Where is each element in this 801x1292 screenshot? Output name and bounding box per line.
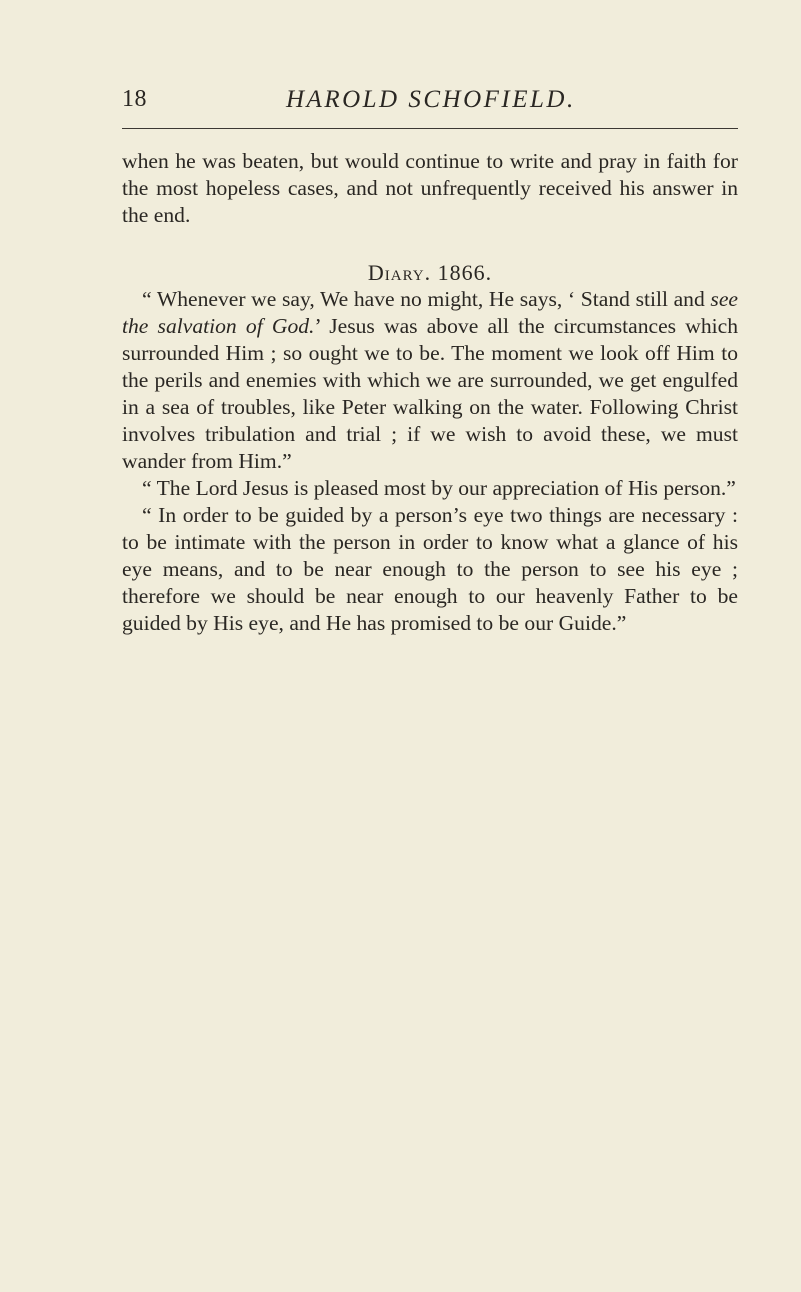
section-heading bbox=[122, 260, 738, 286]
running-title: HAROLD SCHOFIELD. bbox=[286, 86, 576, 113]
diary-quotes bbox=[122, 286, 738, 637]
quote-1-part-2: ’ Jesus was above all the circumstances which surrounded Him ; so ought we to be. The moment we look off Him to the perils and enemies with which we are surrounded, we get engulfed in a sea of troubles, like Peter walking on the water. Following Christ involves tribulation and trial ; if we wish to avoid these, we must wander from Him.” bbox=[122, 314, 738, 473]
running-head bbox=[122, 78, 738, 118]
quote-paragraph-1 bbox=[122, 286, 738, 475]
header-rule bbox=[122, 128, 738, 129]
quote-paragraph-3: “ In order to be guided by a person’s eye two things are necessary : to be intimate with the person in order to know what a glance of his eye means, and to be near enough to the person to see his eye ; therefore we should be near enough to our heavenly Father to be guided by His eye, and He has promised to be our Guide.” bbox=[122, 503, 738, 635]
quote-paragraph-2: “ The Lord Jesus is pleased most by our appreciation of His person.” bbox=[142, 476, 736, 500]
intro-paragraph: when he was beaten, but would continue to write and pray in faith for the most hopeless cases, and not unfrequently received his answer in the end. bbox=[122, 149, 738, 227]
quote-1-italic: see the salvation of God. bbox=[122, 287, 738, 338]
section-heading-word: Diary. bbox=[367, 260, 432, 285]
quote-1-part-1: “ Whenever we say, We have no might, He says, ‘ Stand still and bbox=[142, 287, 711, 311]
section-heading-year: 1866. bbox=[437, 260, 493, 285]
page-number: 18 bbox=[122, 86, 147, 112]
